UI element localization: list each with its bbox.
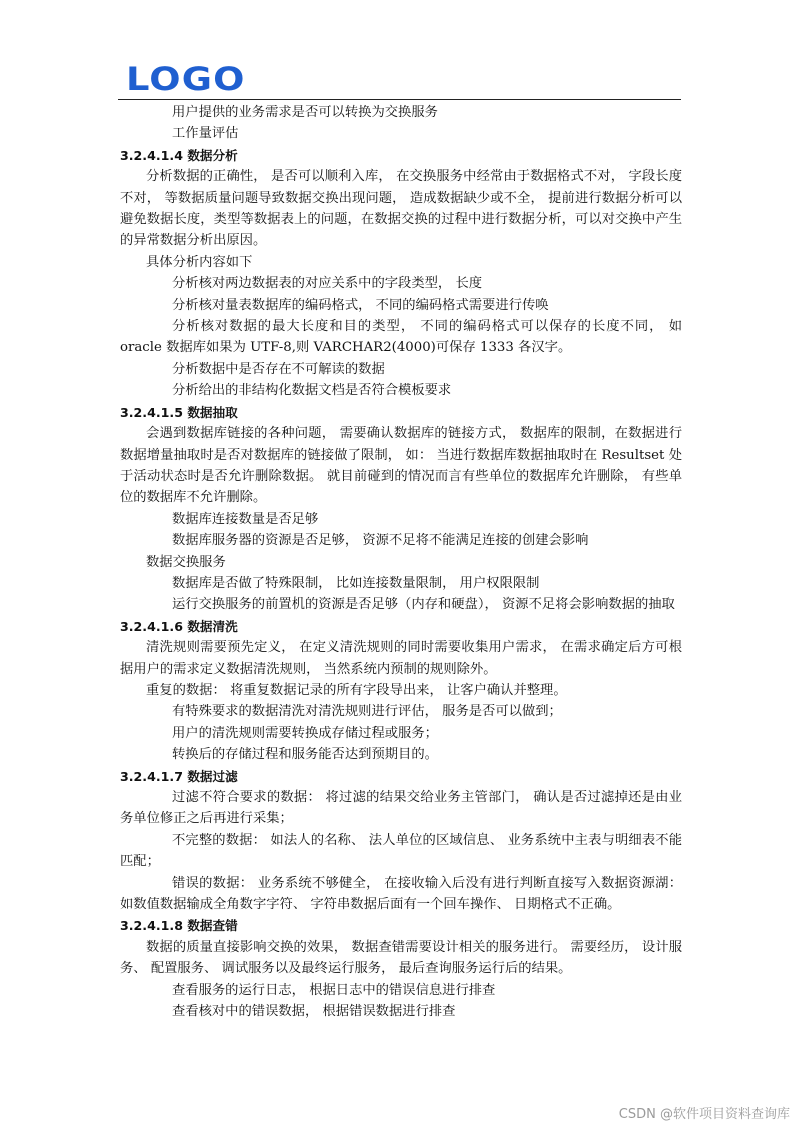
paragraph: 运行交换服务的前置机的资源是否足够（内存和硬盘）， 资源不足将会影响数据的抽取 bbox=[172, 597, 675, 613]
paragraph: 分析核对量表数据库的编码格式， 不同的编码格式需要进行传唤 bbox=[172, 297, 549, 313]
section-heading: 3.2.4.1.8 数据查错 bbox=[120, 918, 238, 934]
document-body bbox=[120, 102, 682, 1022]
paragraph: 分析核对数据的最大长度和目的类型， 不同的编码格式可以保存的长度不同， 如 oracle 数据库如果为 UTF-8,则 VARCHAR2(4000)可保存 1333 各汉字。 bbox=[120, 319, 682, 356]
header-rule bbox=[118, 99, 681, 100]
section-heading: 3.2.4.1.4 数据分析 bbox=[120, 147, 238, 163]
paragraph: 查看核对中的错误数据， 根据错误数据进行排查 bbox=[172, 1004, 456, 1020]
paragraph: 分析数据的正确性， 是否可以顺利入库， 在交换服务中经常由于数据格式不对， 字段长度不对， 等数据质量问题导致数据交换出现问题， 造成数据缺少或不全， 提前进行数据分析可以避免数据长度，类型等数据表上的问题，在数据交换的过程中进行数据分析，可以对交换中产生的异常数据分析出原因。 bbox=[120, 169, 682, 249]
paragraph: 过滤不符合要求的数据： 将过滤的结果交给业务主管部门， 确认是否过滤掉还是由业务单位修正之后再进行采集； bbox=[120, 790, 682, 827]
paragraph: 工作量评估 bbox=[172, 126, 239, 142]
paragraph: 数据库是否做了特殊限制， 比如连接数量限制， 用户权限限制 bbox=[172, 575, 540, 591]
paragraph: 分析核对两边数据表的对应关系中的字段类型， 长度 bbox=[172, 276, 483, 292]
paragraph: 数据库服务器的资源是否足够， 资源不足将不能满足连接的创建会影响 bbox=[172, 533, 589, 549]
paragraph: 转换后的存储过程和服务能否达到预期目的。 bbox=[172, 747, 438, 763]
paragraph: 分析给出的非结构化数据文档是否符合模板要求 bbox=[172, 383, 452, 399]
paragraph: 用户的清洗规则需要转换成存储过程或服务； bbox=[172, 725, 438, 741]
page-header bbox=[118, 58, 681, 100]
section-heading: 3.2.4.1.7 数据过滤 bbox=[120, 768, 238, 784]
paragraph: 有特殊要求的数据清洗对清洗规则进行评估， 服务是否可以做到； bbox=[172, 704, 562, 720]
paragraph: 错误的数据： 业务系统不够健全， 在接收输入后没有进行判断直接写入数据资源湖： 如数值数据输成全角数字字符、 字符串数据后面有一个回车操作、 日期格式不正确。 bbox=[120, 875, 682, 913]
paragraph: 具体分析内容如下 bbox=[146, 254, 253, 270]
paragraph: 用户提供的业务需求是否可以转换为交换服务 bbox=[172, 105, 438, 120]
paragraph: 重复的数据： 将重复数据记录的所有字段导出来， 让客户确认并整理。 bbox=[146, 682, 567, 698]
watermark: CSDN @软件项目资料查询库 bbox=[618, 1107, 790, 1122]
paragraph: 查看服务的运行日志， 根据日志中的错误信息进行排查 bbox=[172, 982, 496, 998]
paragraph: 会遇到数据库链接的各种问题， 需要确认数据库的链接方式， 数据库的限制，在数据进行数据增量抽取时是否对数据库的链接做了限制， 如： 当进行数据库数据抽取时在 Resultset 处于活动状态时是否允许删除数据。 就目前碰到的情况而言有些单位的数据库允许删除， 有些单位的数据库不允许删除。 bbox=[120, 426, 682, 506]
paragraph: 数据库连接数量是否足够 bbox=[172, 511, 319, 527]
paragraph: 不完整的数据： 如法人的名称、 法人单位的区域信息、 业务系统中主表与明细表不能匹配； bbox=[120, 832, 682, 870]
logo: LOGO bbox=[126, 60, 246, 98]
section-heading: 3.2.4.1.6 数据清洗 bbox=[120, 618, 238, 634]
paragraph: 分析数据中是否存在不可解读的数据 bbox=[172, 361, 385, 377]
section-heading: 3.2.4.1.5 数据抽取 bbox=[120, 404, 238, 420]
paragraph: 数据交换服务 bbox=[146, 554, 226, 570]
paragraph: 数据的质量直接影响交换的效果， 数据查错需要设计相关的服务进行。 需要经历， 设计服务、 配置服务、 调试服务以及最终运行服务， 最后查询服务运行后的结果。 bbox=[120, 939, 682, 977]
paragraph: 清洗规则需要预先定义， 在定义清洗规则的同时需要收集用户需求， 在需求确定后方可根据用户的需求定义数据清洗规则， 当然系统内预制的规则除外。 bbox=[120, 640, 682, 677]
